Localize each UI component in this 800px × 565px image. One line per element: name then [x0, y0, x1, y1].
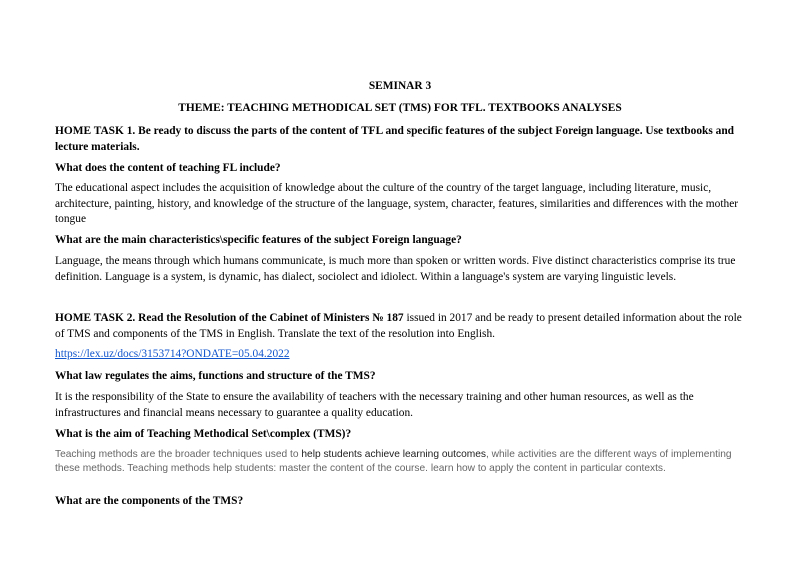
task2-title-bold: HOME TASK 2. Read the Resolution of the Cabinet of Ministers № 187 [55, 312, 404, 324]
task2-question-3: What are the components of the TMS? [55, 495, 244, 507]
task2-title [55, 311, 747, 342]
task2-answer-2 [55, 448, 747, 475]
answer-2-part-2: , while activities are the different ways of implementing these methods. Teaching methods help students: master the content of the course. learn how to apply the content in particular contexts. [55, 449, 732, 474]
task2-question-2: What is the aim of Teaching Methodical Set\complex (TMS)? [55, 428, 352, 440]
seminar-heading: SEMINAR 3 [368, 80, 432, 92]
task1-answer-1: The educational aspect includes the acquisition of knowledge about the culture of the country of the target language, including literature, music, architecture, painting, history, and knowledge of the structure of the language, system, character, features, similarities and differences with the mother tongue [55, 182, 739, 225]
task2-answer-1: It is the responsibility of the State to ensure the availability of teachers with the necessary training and other human resources, as well as the infrastructures and financial means necessary to guarantee a quality education. [55, 391, 694, 419]
answer-2-highlight: help students achieve learning outcomes [301, 449, 486, 460]
task1-question-2: What are the main characteristics\specific features of the subject Foreign language? [55, 234, 462, 246]
task1-answer-2: Language, the means through which humans communicate, is much more than spoken or written words. Five distinct characteristics comprise its true definition. Language is a system, is dynamic, has dialect, sociolect and idiolect. Within a language's system are varying linguistic levels. [55, 255, 736, 283]
task2-question-1: What law regulates the aims, functions and structure of the TMS? [55, 370, 376, 382]
theme-heading: THEME: TEACHING METHODICAL SET (TMS) FOR TFL. TEXTBOOKS ANALYSES [178, 102, 622, 114]
answer-2-part-1: Teaching methods are the broader techniques used to [55, 449, 302, 460]
task2-title-rest: issued in 2017 and be ready to present detailed information about the role of TMS and components of the TMS in English. Translate the text of the resolution into English. [55, 312, 742, 340]
task2-link-line [55, 347, 747, 363]
resolution-link[interactable]: https://lex.uz/docs/3153714?ONDATE=05.04.2022 [55, 348, 290, 360]
task1-title: HOME TASK 1. Be ready to discuss the parts of the content of TFL and specific features of the subject Foreign language. Use textbooks and lecture materials. [55, 125, 735, 153]
task1-question-1: What does the content of teaching FL include? [55, 162, 281, 174]
